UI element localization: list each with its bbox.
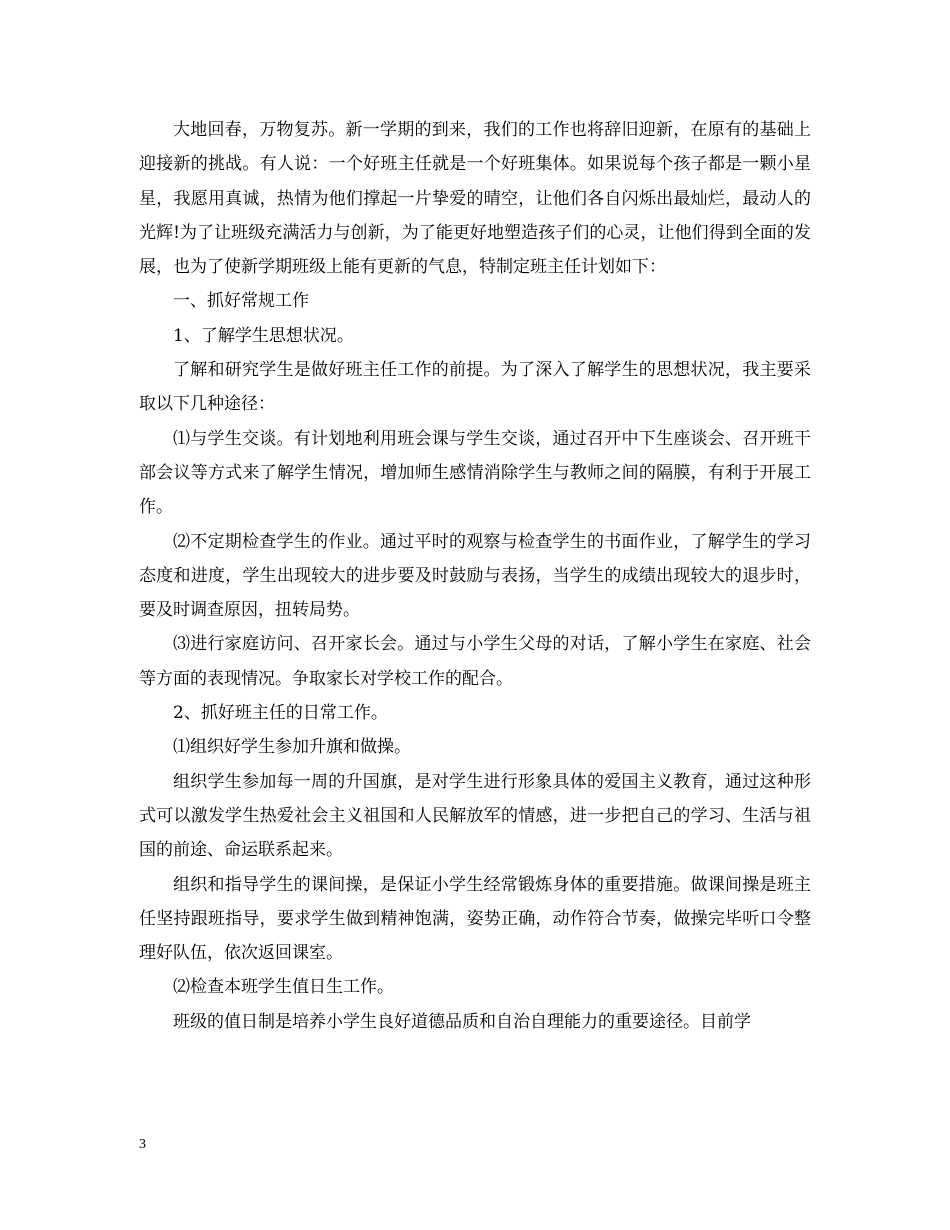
paragraph-talk-with-students: ⑴与学生交谈。有计划地利用班会课与学生交谈，通过召开中下生座谈会、召开班干部会议等方式来了解学生情况，增加师生感情消除学生与教师之间的隔膜，有利于开展工作。: [139, 428, 811, 518]
page-number: 3: [139, 1137, 146, 1152]
paragraph-research-students: 了解和研究学生是做好班主任工作的前提。为了深入了解学生的思想状况，我主要采取以下几种途径：: [139, 360, 811, 415]
paragraph-intro: 大地回春，万物复苏。新一学期的到来，我们的工作也将辞旧迎新，在原有的基础上迎接新的挑战。有人说：一个好班主任就是一个好班集体。如果说每个孩子都是一颗小星星，我愿用真诚，热情为他们撑起一片挚爱的晴空，让他们各自闪烁出最灿烂，最动人的光辉!为了让班级充满活力与创新，为了能更好地塑造孩子们的心灵，让他们得到全面的发展，也为了使新学期班级上能有更新的气息，特制定班主任计划如下：: [139, 120, 811, 278]
paragraph-home-visits: ⑶进行家庭访问、召开家长会。通过与小学生父母的对话，了解小学生在家庭、社会等方面的表现情况。争取家长对学校工作的配合。: [139, 634, 811, 689]
paragraph-check-homework: ⑵不定期检查学生的作业。通过平时的观察与检查学生的书面作业，了解学生的学习态度和进度，学生出现较大的进步要及时鼓励与表扬，当学生的成绩出现较大的退步时，要及时调查原因，扭转局势。: [139, 531, 811, 621]
subheading-understand-students: 1、了解学生思想状况。: [173, 325, 354, 346]
subheading-daily-work: 2、抓好班主任的日常工作。: [173, 703, 388, 724]
subheading-duty-check: ⑵检查本班学生值日生工作。: [173, 977, 394, 998]
document-body: [139, 113, 811, 1039]
paragraph-recess-exercise: 组织和指导学生的课间操，是保证小学生经常锻炼身体的重要措施。做课间操是班主任坚持跟班指导，要求学生做到精神饱满，姿势正确，动作符合节奏，做操完毕听口令整理好队伍，依次返回课室。: [139, 874, 811, 964]
subheading-flag-and-exercise: ⑴组织好学生参加升旗和做操。: [173, 737, 411, 758]
paragraph-flag-raising: 组织学生参加每一周的升国旗，是对学生进行形象具体的爱国主义教育，通过这种形式可以激发学生热爱社会主义祖国和人民解放军的情感，进一步把自己的学习、生活与祖国的前途、命运联系起来。: [139, 771, 811, 861]
section-heading-routine-work: 一、抓好常规工作: [173, 291, 309, 312]
paragraph-duty-system: 班级的值日制是培养小学生良好道德品质和自治自理能力的重要途径。目前学: [173, 1011, 751, 1032]
